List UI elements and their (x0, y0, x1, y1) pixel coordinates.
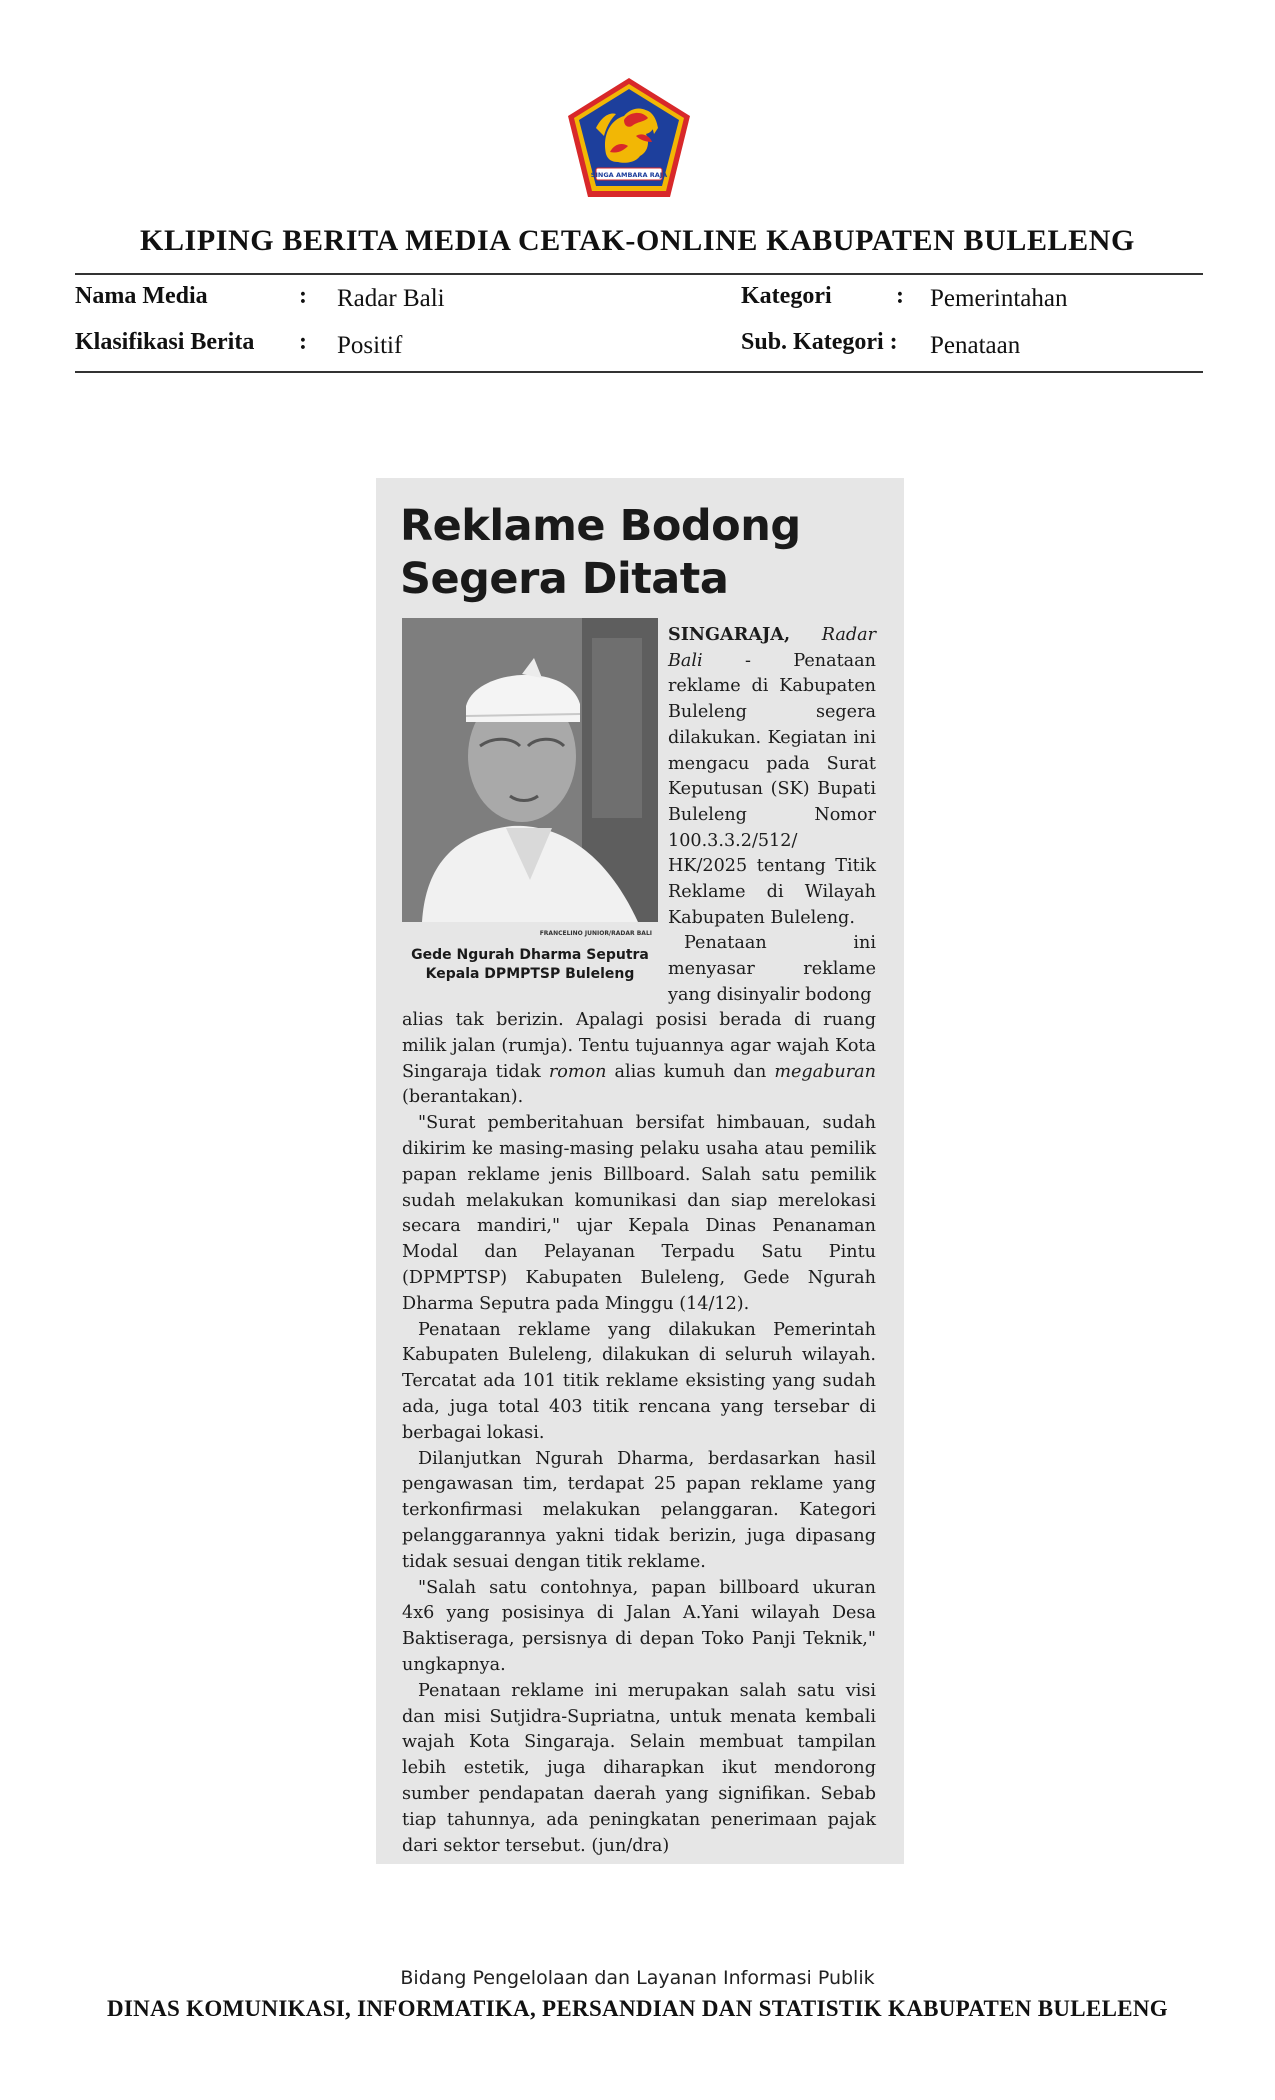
paragraph-3: "Surat pemberitahuan bersifat himbauan, sudah dikirim ke masing-masing pelaku usaha atau pemilik papan reklame jenis Billboard. Salah satu pemilik sudah melakukan komunikasi dan siap merelokasi secara mandiri," ujar Kepala Dinas Penanaman Modal dan Pelayanan Terpadu Satu Pintu (DPMPTSP) Kabupaten Buleleng, Gede Ngurah Dharma Seputra pada Minggu (14/12). (402, 1113, 876, 1314)
paragraph-7: Penataan reklame ini merupakan salah satu visi dan misi Sutjidra-Supriatna, untuk menata kembali wajah Kota Singaraja. Selain membuat tampilan lebih estetik, juga diharapkan ikut mendorong sumber pendapatan daerah yang signifikan. Sebab tiap tahunnya, ada peningkatan penerimaan pajak dari sektor tersebut. (jun/dra) (402, 1680, 876, 1856)
paragraph-2-rest (402, 1008, 876, 1111)
article-lead (668, 622, 876, 931)
klasifikasi-value: Positif (337, 332, 403, 359)
kategori-value: Pemerintahan (930, 285, 1068, 312)
header-divider-top (75, 273, 1203, 275)
article-headline: Reklame Bodong Segera Ditata (400, 501, 801, 604)
header-divider-bottom (75, 371, 1203, 373)
article-right-column (668, 622, 876, 1009)
subkategori-value: Penataan (930, 332, 1021, 359)
paragraph-6: "Salah satu contohnya, papan billboard ukuran 4x6 yang posisinya di Jalan A.Yani wilayah Desa Baktiseraga, persisnya di depan Toko Panji Teknik," ungkapnya. (402, 1577, 876, 1675)
klasifikasi-colon: : (299, 329, 307, 355)
paragraph-2-start: Penataan ini menyasar reklame yang disinyalir bodong (668, 933, 876, 1005)
p2-term-romon: romon (548, 1061, 607, 1082)
footer-agency: DINAS KOMUNIKASI, INFORMATIKA, PERSANDIAN DAN STATISTIK KABUPATEN BULELENG (107, 1996, 1168, 2021)
p2-text-a: alias tak berizin. Apalagi posisi berada di ruang milik jalan (rumja). Tentu tujuannya agar wajah Kota Singaraja tidak (402, 1010, 876, 1082)
photo-caption (402, 946, 658, 984)
p2-term-megaburan: megaburan (774, 1061, 876, 1082)
buleleng-emblem-logo (566, 76, 692, 200)
dateline: SINGARAJA, (668, 624, 791, 645)
article-photo (402, 618, 658, 922)
p2-text-b: alias kumuh dan (606, 1061, 775, 1082)
p2-text-c: (berantakan). (402, 1087, 524, 1108)
newspaper-clipping (376, 478, 904, 1864)
photo-credit: FRANCELINO JUNIOR/RADAR BALI (539, 930, 652, 937)
paragraph-5: Dilanjutkan Ngurah Dharma, berdasarkan hasil pengawasan tim, terdapat 25 papan reklame yang terkonfirmasi melakukan pelanggaran. Kategori pelanggarannya yakni tidak berizin, juga dipasang tidak sesuai dengan titik reklame. (402, 1448, 876, 1572)
kategori-colon: : (896, 283, 904, 309)
nama-media-colon: : (299, 283, 307, 309)
footer-division: Bidang Pengelolaan dan Layanan Informasi Publik (400, 1967, 875, 1989)
kategori-label: Kategori (741, 283, 832, 309)
lead-text: - Penataan reklame di Kabupaten Buleleng segera dilakukan. Kegiatan ini mengacu pada Surat Keputusan (SK) Bupati Buleleng Nomor 100.3.3.2/512/ HK/2025 tentang Titik Reklame di Wilayah Kabupaten Buleleng. (668, 650, 876, 928)
caption-title: Kepala DPMPTSP Buleleng (425, 966, 635, 982)
caption-name: Gede Ngurah Dharma Seputra (411, 947, 649, 963)
subkategori-label: Sub. Kategori : (741, 329, 898, 355)
logo-motto: SINGA AMBARA RAJA (590, 171, 668, 179)
dateline-source: Radar Bali (668, 625, 876, 671)
article-body (402, 1008, 876, 1859)
klasifikasi-label: Klasifikasi Berita (75, 329, 255, 355)
paragraph-4: Penataan reklame yang dilakukan Pemerintah Kabupaten Buleleng, dilakukan di seluruh wilayah. Tercatat ada 101 titik reklame eksisting yang sudah ada, juga total 403 titik rencana yang tersebar di berbagai lokasi. (402, 1319, 876, 1443)
nama-media-value: Radar Bali (337, 285, 445, 312)
nama-media-label: Nama Media (75, 283, 208, 309)
page-title: KLIPING BERITA MEDIA CETAK-ONLINE KABUPATEN BULELENG (140, 224, 1135, 257)
